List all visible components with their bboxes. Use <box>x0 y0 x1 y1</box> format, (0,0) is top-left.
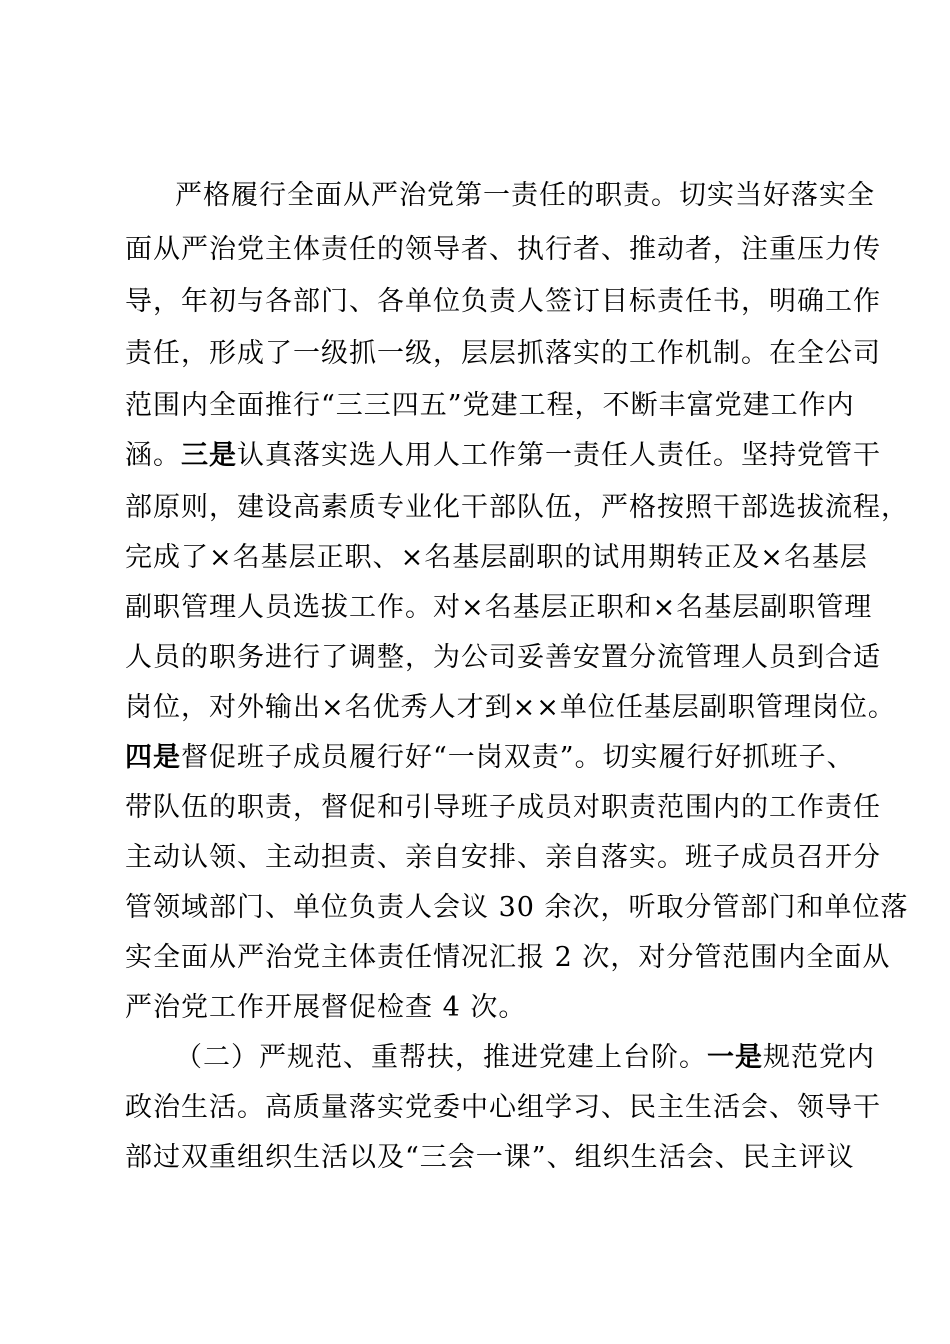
text-segment: 规范党内 <box>763 1042 875 1073</box>
text-segment: （二）严规范、重帮扶，推进党建上台阶。 <box>175 1042 707 1073</box>
text-line: 主动认领、主动担责、亲自安排、亲自落实。班子成员召开分 <box>125 842 881 873</box>
text-line <box>175 1038 875 1078</box>
text-line: 面从严治党主体责任的领导者、执行者、推动者，注重压力传 <box>125 234 881 265</box>
text-segment: 涵。 <box>125 440 181 471</box>
text-line: 完成了×名基层正职、×名基层副职的试用期转正及×名基层 <box>125 542 868 573</box>
bold-marker: 三是 <box>181 440 237 471</box>
text-line: 实全面从严治党主体责任情况汇报 2 次，对分管范围内全面从 <box>125 942 891 973</box>
text-line: 部过双重组织生活以及“三会一课”、组织生活会、民主评议 <box>125 1142 855 1173</box>
text-line <box>125 436 881 476</box>
text-line: 人员的职务进行了调整，为公司妥善安置分流管理人员到合适 <box>125 642 881 673</box>
text-line: 责任，形成了一级抓一级，层层抓落实的工作机制。在全公司 <box>125 338 881 369</box>
text-segment: 督促班子成员履行好“一岗双责”。切实履行好抓班子、 <box>181 742 855 773</box>
bold-marker: 四是 <box>125 742 181 773</box>
text-line: 范围内全面推行“三三四五”党建工程，不断丰富党建工作内 <box>125 390 855 421</box>
text-line <box>125 738 855 778</box>
text-line: 部原则，建设高素质专业化干部队伍，严格按照干部选拔流程， <box>125 492 909 523</box>
bold-marker: 一是 <box>707 1042 763 1073</box>
text-line: 严治党工作开展督促检查 4 次。 <box>125 992 527 1023</box>
text-line: 带队伍的职责，督促和引导班子成员对职责范围内的工作责任 <box>125 792 881 823</box>
text-line: 副职管理人员选拔工作。对×名基层正职和×名基层副职管理 <box>125 592 873 623</box>
text-line: 管领域部门、单位负责人会议 30 余次，听取分管部门和单位落 <box>125 892 909 923</box>
text-line: 严格履行全面从严治党第一责任的职责。切实当好落实全 <box>175 180 875 211</box>
text-segment: 认真落实选人用人工作第一责任人责任。坚持党管干 <box>237 440 881 471</box>
text-line: 岗位，对外输出×名优秀人才到××单位任基层副职管理岗位。 <box>125 692 896 723</box>
text-line: 导，年初与各部门、各单位负责人签订目标责任书，明确工作 <box>125 286 881 317</box>
text-line: 政治生活。高质量落实党委中心组学习、民主生活会、领导干 <box>125 1092 881 1123</box>
